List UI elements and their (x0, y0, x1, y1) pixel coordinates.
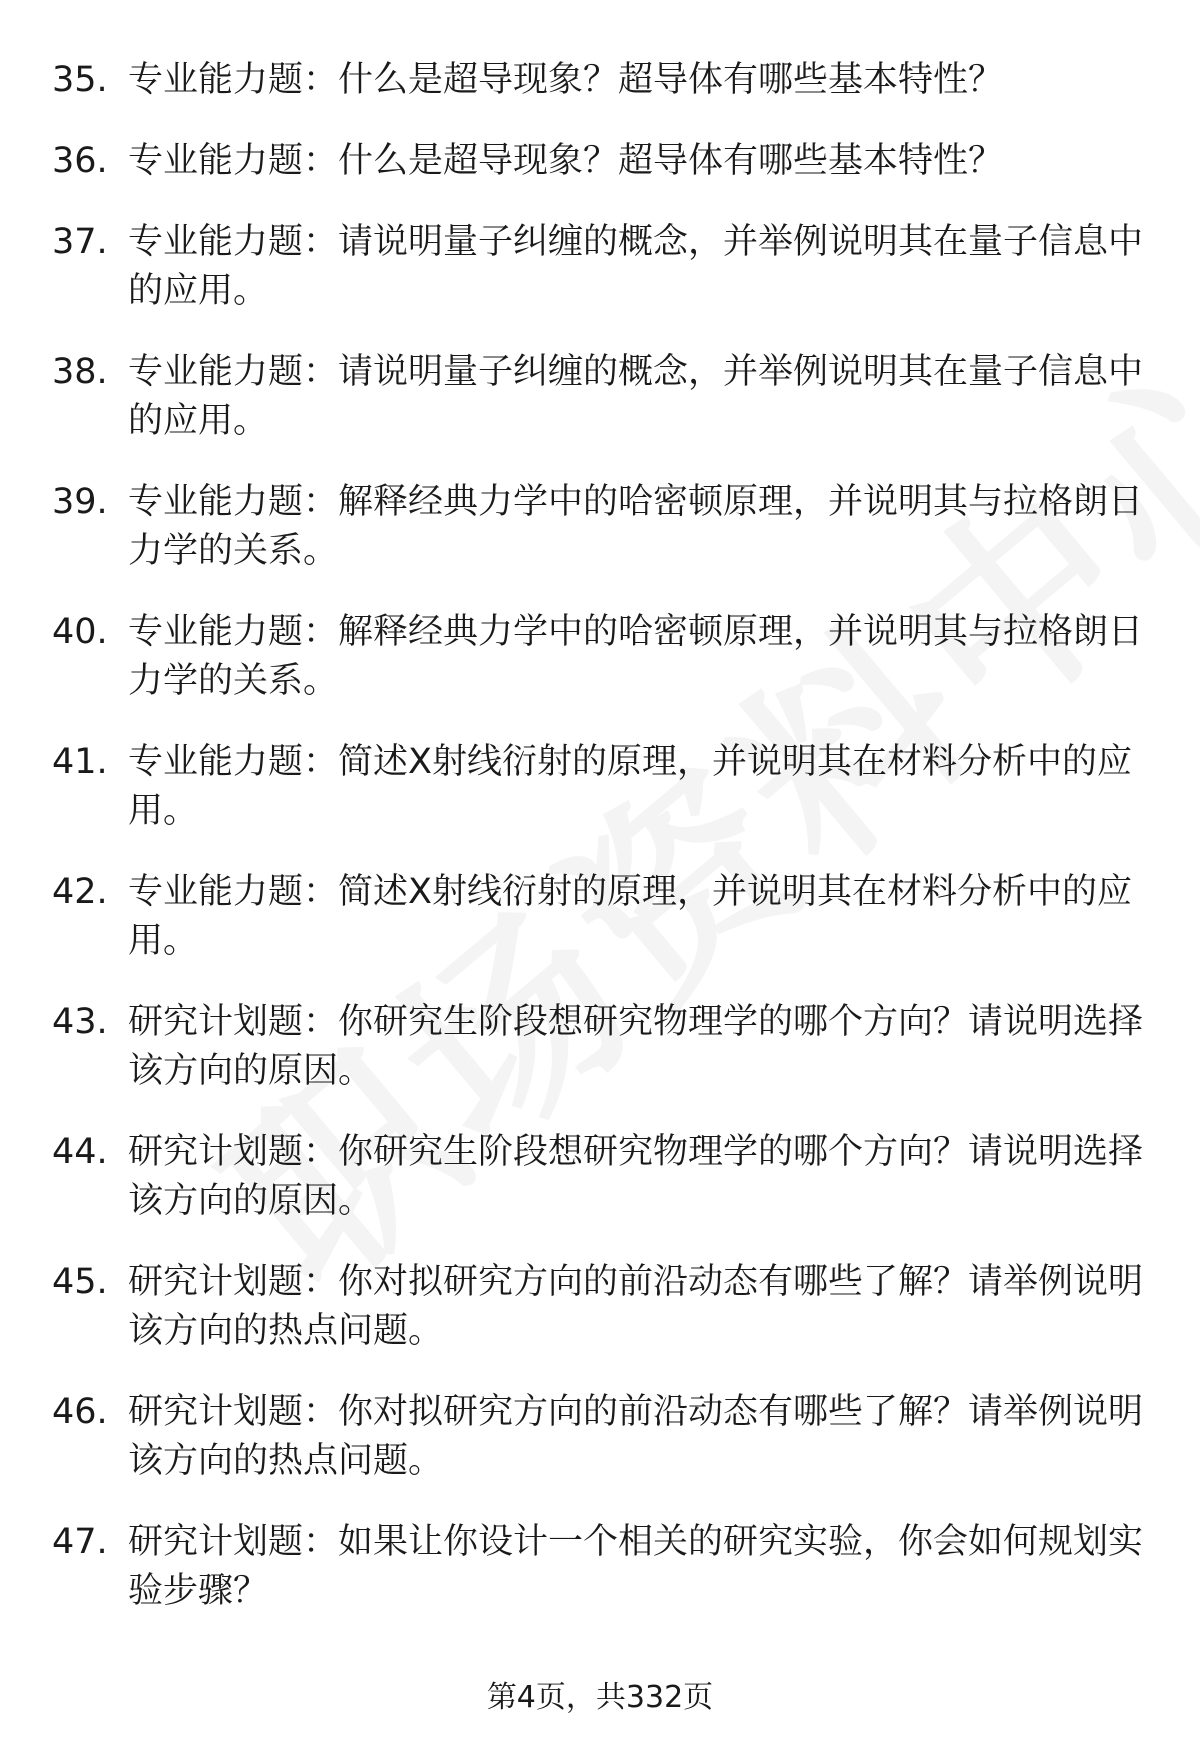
question-item (52, 348, 1152, 446)
question-number: 43. (52, 1002, 108, 1042)
question-number: 42. (52, 872, 108, 912)
question-text: 专业能力题：简述X射线衍射的原理，并说明其在材料分析中的应用。 (128, 872, 1132, 961)
page-footer: 第4页，共332页 (486, 1680, 714, 1715)
question-number: 36. (52, 141, 108, 181)
question-item (52, 1518, 1152, 1616)
question-number: 44. (52, 1132, 108, 1172)
question-item (52, 1388, 1152, 1486)
question-number: 41. (52, 742, 108, 782)
question-item (52, 218, 1152, 316)
question-item (52, 998, 1152, 1096)
question-text: 专业能力题：简述X射线衍射的原理，并说明其在材料分析中的应用。 (128, 742, 1132, 831)
question-number: 40. (52, 612, 108, 652)
question-number: 45. (52, 1262, 108, 1302)
question-item (52, 738, 1152, 836)
question-item (52, 137, 1152, 186)
question-text: 研究计划题：你对拟研究方向的前沿动态有哪些了解？请举例说明该方向的热点问题。 (128, 1262, 1144, 1351)
question-text: 专业能力题：解释经典力学中的哈密顿原理，并说明其与拉格朗日力学的关系。 (128, 482, 1144, 571)
question-item (52, 868, 1152, 966)
question-item (52, 1258, 1152, 1356)
question-number: 37. (52, 222, 108, 262)
question-number: 47. (52, 1522, 108, 1562)
question-number: 46. (52, 1392, 108, 1432)
question-list (52, 56, 1152, 1648)
question-text: 专业能力题：请说明量子纠缠的概念，并举例说明其在量子信息中的应用。 (128, 352, 1144, 441)
question-number: 35. (52, 60, 108, 100)
question-item (52, 56, 1152, 105)
question-text: 专业能力题：什么是超导现象？超导体有哪些基本特性？ (128, 60, 1004, 100)
question-text: 研究计划题：你研究生阶段想研究物理学的哪个方向？请说明选择该方向的原因。 (128, 1002, 1144, 1091)
question-text: 专业能力题：解释经典力学中的哈密顿原理，并说明其与拉格朗日力学的关系。 (128, 612, 1144, 701)
question-text: 研究计划题：你研究生阶段想研究物理学的哪个方向？请说明选择该方向的原因。 (128, 1132, 1144, 1221)
question-item (52, 1128, 1152, 1226)
question-text: 研究计划题：你对拟研究方向的前沿动态有哪些了解？请举例说明该方向的热点问题。 (128, 1392, 1144, 1481)
question-number: 38. (52, 352, 108, 392)
question-text: 专业能力题：请说明量子纠缠的概念，并举例说明其在量子信息中的应用。 (128, 222, 1144, 311)
question-item (52, 478, 1152, 576)
question-text: 专业能力题：什么是超导现象？超导体有哪些基本特性？ (128, 141, 1004, 181)
question-text: 研究计划题：如果让你设计一个相关的研究实验，你会如何规划实验步骤？ (128, 1522, 1144, 1611)
question-item (52, 608, 1152, 706)
question-number: 39. (52, 482, 108, 522)
